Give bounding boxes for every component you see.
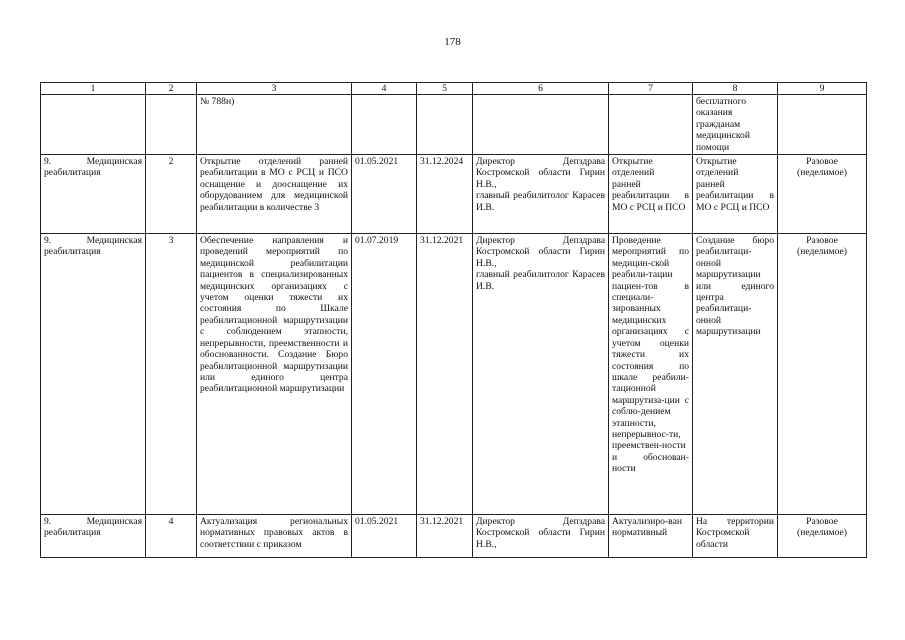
table-cell: 31.12.2021 — [417, 234, 473, 515]
table-cell: 01.07.2019 — [352, 234, 417, 515]
table-cell: бесплатного оказания гражданам медицинской помощи — [693, 95, 778, 155]
table-cell: Директор Депздрава Костромской области Гирин Н.В., главный реабилитолог Карасев И.В. — [473, 234, 609, 515]
table-cell: 9. Медицинская реабилитация — [41, 515, 146, 558]
table-cell: 31.12.2024 — [417, 155, 473, 234]
column-number-row — [41, 83, 867, 95]
table-cell — [778, 95, 867, 155]
table-cell: 9. Медицинская реабилитация — [41, 234, 146, 515]
column-header: 6 — [473, 83, 609, 95]
table-cell: Актуализиро-ван нормативный — [609, 515, 693, 558]
column-header: 2 — [146, 83, 197, 95]
table-row — [41, 155, 867, 234]
table-cell: Открытие отделений ранней реабилитации в МО с РСЦ и ПСО — [609, 155, 693, 234]
plan-table — [40, 82, 867, 558]
table-cell — [473, 95, 609, 155]
column-header: 3 — [197, 83, 352, 95]
table-cell: 4 — [146, 515, 197, 558]
table-cell: Директор Депздрава Костромской области Гирин Н.В., главный реабилитолог Карасев И.В. — [473, 155, 609, 234]
column-header: 5 — [417, 83, 473, 95]
column-header: 9 — [778, 83, 867, 95]
table-cell: 9. Медицинская реабилитация — [41, 155, 146, 234]
column-header: 7 — [609, 83, 693, 95]
table-cell — [609, 95, 693, 155]
table-row — [41, 95, 867, 155]
column-header: 8 — [693, 83, 778, 95]
table-cell: Разовое (неделимое) — [778, 155, 867, 234]
table-row — [41, 515, 867, 558]
table-cell: 2 — [146, 155, 197, 234]
table-cell: Создание бюро реабилитаци-онной маршрутизации или единого центра реабилитаци-онной маршрутизации — [693, 234, 778, 515]
table-cell: На территории Костромской области — [693, 515, 778, 558]
table-cell: Разовое (неделимое) — [778, 515, 867, 558]
table-cell: Открытие отделений ранней реабилитации в МО с РСЦ и ПСО оснащение и дооснащение их оборудованием для медицинской реабилитации в количестве 3 — [197, 155, 352, 234]
table-cell: 01.05.2021 — [352, 515, 417, 558]
table-cell — [41, 95, 146, 155]
table-cell: 31.12.2021 — [417, 515, 473, 558]
table-cell: № 788н) — [197, 95, 352, 155]
table-cell — [352, 95, 417, 155]
page-number: 178 — [444, 36, 461, 48]
table-cell: Разовое (неделимое) — [778, 234, 867, 515]
column-header: 4 — [352, 83, 417, 95]
table-cell: 01.05.2021 — [352, 155, 417, 234]
column-header: 1 — [41, 83, 146, 95]
table-cell: Открытие отделений ранней реабилитации в МО с РСЦ и ПСО — [693, 155, 778, 234]
table-cell: Обеспечение направления и проведений мероприятий по медицинской реабилитации пациентов в специализированных медицинских организациях с учетом оценки тяжести их состояния по Шкале реабилитационной маршрутизации с соблюдением этапности, непрерывности, преемственности и обоснованности. Создание Бюро реабилитационной маршрутизации или единого центра реабилитационной маршрутизации — [197, 234, 352, 515]
table-cell: Проведение мероприятий по медицин-ской реабили-тации пациен-тов в специали-зированных медицинских организациях с учетом оценки тяжести их состояния по шкале реабили-тационной маршрутиза-ции с соблю-дением этапности, непрерывнос-ти, преемствен-ности и обоснован-ности — [609, 234, 693, 515]
table-cell — [417, 95, 473, 155]
table-cell — [146, 95, 197, 155]
table-cell: Актуализация региональных нормативных правовых актов в соответствии с приказом — [197, 515, 352, 558]
table-cell: 3 — [146, 234, 197, 515]
table-row — [41, 234, 867, 515]
table-cell: Директор Депздрава Костромской области Гирин Н.В., — [473, 515, 609, 558]
